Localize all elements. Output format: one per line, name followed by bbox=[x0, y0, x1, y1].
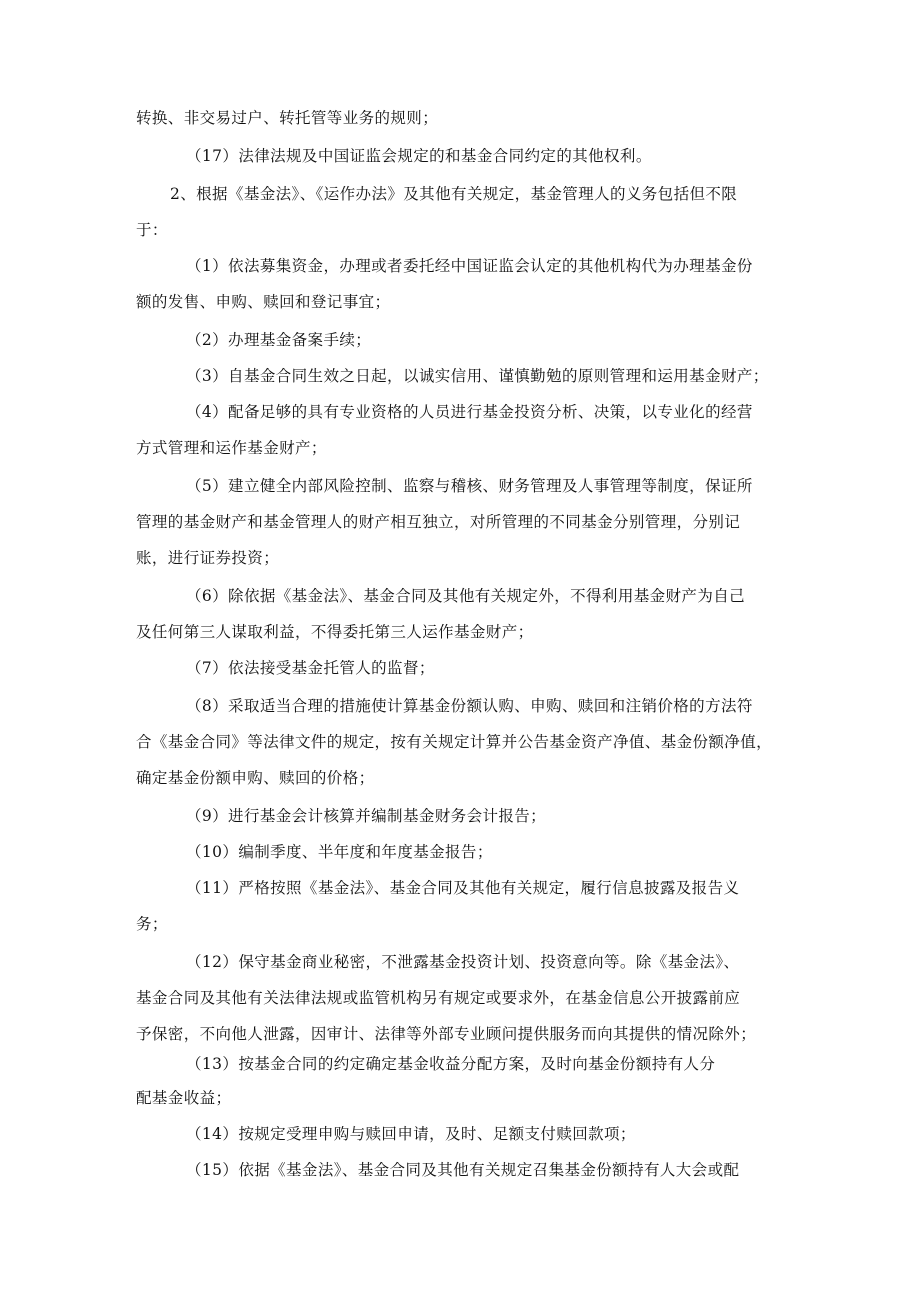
text-line: 予保密，不向他人泄露，因审计、法律等外部专业顾问提供服务而向其提供的情况除外； bbox=[136, 1025, 757, 1043]
text-line: （5）建立健全内部风险控制、监察与稽核、财务管理及人事管理等制度，保证所 bbox=[186, 477, 753, 495]
text-line: 于： bbox=[136, 221, 168, 239]
text-line: 管理的基金财产和基金管理人的财产相互独立，对所管理的不同基金分别管理，分别记 bbox=[136, 513, 741, 531]
text-line: （11）严格按照《基金法》、基金合同及其他有关规定，履行信息披露及报告义 bbox=[186, 879, 740, 897]
text-line: （15）依据《基金法》、基金合同及其他有关规定召集基金份额持有人大会或配 bbox=[186, 1161, 740, 1179]
text-line: 方式管理和运作基金财产； bbox=[136, 439, 327, 457]
text-line: （6）除依据《基金法》、基金合同及其他有关规定外，不得利用基金财产为自己 bbox=[186, 587, 746, 605]
text-line: （12）保守基金商业秘密，不泄露基金投资计划、投资意向等。除《基金法》、 bbox=[186, 953, 740, 971]
text-line: 转换、非交易过户、转托管等业务的规则； bbox=[136, 109, 439, 127]
text-line: 确定基金份额申购、赎回的价格； bbox=[136, 769, 375, 787]
text-line: 额的发售、申购、赎回和登记事宜； bbox=[136, 293, 391, 311]
text-line: （4）配备足够的具有专业资格的人员进行基金投资分析、决策，以专业化的经营 bbox=[186, 403, 753, 421]
text-line: 基金合同及其他有关法律法规或监管机构另有规定或要求外，在基金信息公开披露前应 bbox=[136, 989, 741, 1007]
text-line: （8）采取适当合理的措施使计算基金份额认购、申购、赎回和注销价格的方法符 bbox=[186, 697, 753, 715]
text-line: 账，进行证券投资； bbox=[136, 549, 280, 567]
text-line: （9）进行基金会计核算并编制基金财务会计报告； bbox=[186, 807, 547, 825]
text-line: 务； bbox=[136, 915, 168, 933]
text-line: （3）自基金合同生效之日起，以诚实信用、谨慎勤勉的原则管理和运用基金财产； bbox=[186, 367, 769, 385]
text-line: （2）办理基金备案手续； bbox=[186, 331, 372, 349]
text-line: 2、根据《基金法》、《运作办法》及其他有关规定，基金管理人的义务包括但不限 bbox=[170, 185, 738, 203]
text-line: （14）按规定受理申购与赎回申请，及时、足额支付赎回款项； bbox=[186, 1125, 636, 1143]
text-line: （7）依法接受基金托管人的监督； bbox=[186, 659, 435, 677]
text-line: （13）按基金合同的约定确定基金收益分配方案，及时向基金份额持有人分 bbox=[186, 1055, 716, 1073]
text-line: （10）编制季度、半年度和年度基金报告； bbox=[186, 843, 493, 861]
text-line: 合《基金合同》等法律文件的规定，按有关规定计算并公告基金资产净值、基金份额净值， bbox=[136, 733, 773, 751]
text-line: （17）法律法规及中国证监会规定的和基金合同约定的其他权利。 bbox=[186, 147, 652, 165]
text-line: （1）依法募集资金，办理或者委托经中国证监会认定的其他机构代为办理基金份 bbox=[186, 257, 753, 275]
text-line: 及任何第三人谋取利益，不得委托第三人运作基金财产； bbox=[136, 623, 534, 641]
text-line: 配基金收益； bbox=[136, 1089, 232, 1107]
